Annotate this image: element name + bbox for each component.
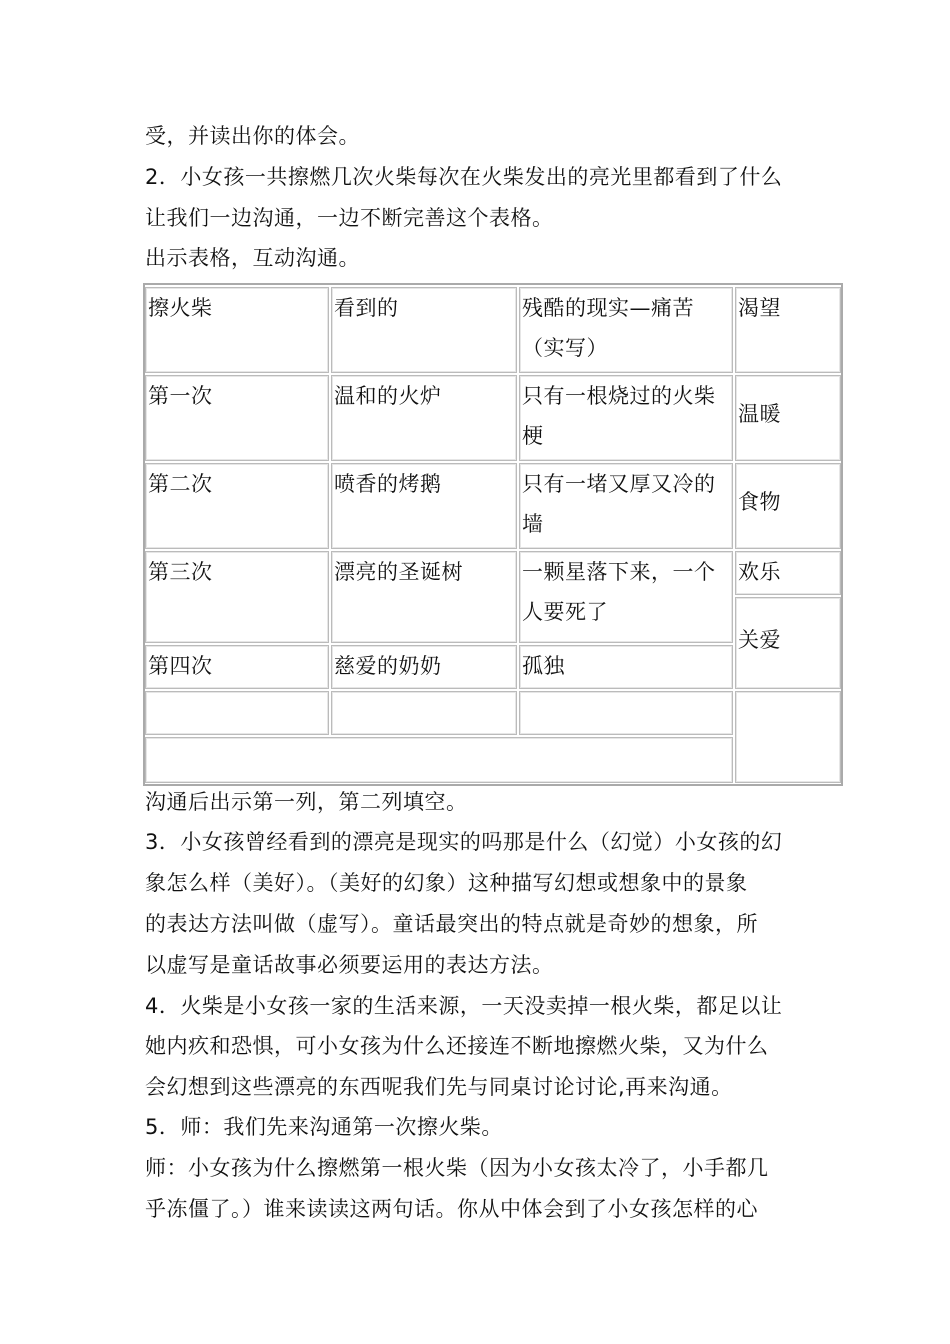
- row4-match: 第四次: [145, 645, 329, 689]
- row3-reality-line2: 人要死了: [522, 600, 608, 624]
- header-reality-line1: 残酷的现实—痛苦: [522, 296, 694, 320]
- row2-seen: 喷香的烤鹅: [331, 463, 517, 549]
- row4-reality-line1: 孤独: [522, 654, 565, 678]
- empty-cell: [145, 691, 329, 735]
- empty-cell: [735, 691, 841, 783]
- paragraph-line: 让我们一边沟通，一边不断完善这个表格。: [145, 206, 554, 230]
- paragraph-line: 会幻想到这些漂亮的东西呢我们先与同桌讨论讨论,再来沟通。: [145, 1075, 733, 1099]
- row3-match: 第三次: [145, 551, 329, 643]
- header-cell-desire: 渴望: [735, 287, 841, 373]
- match-table: [143, 283, 843, 786]
- row1-desire: 温暖: [735, 375, 841, 461]
- paragraph-line: 的表达方法叫做（虚写）。童话最突出的特点就是奇妙的想象，所: [145, 912, 758, 936]
- row4-desire: 关爱: [735, 597, 841, 689]
- row1-reality: [519, 375, 733, 461]
- paragraph-line: 象怎么样（美好）。（美好的幻象）这种描写幻想或想象中的景象: [145, 871, 748, 895]
- paragraph-line: 2．小女孩一共擦燃几次火柴每次在火柴发出的亮光里都看到了什么: [145, 165, 783, 189]
- paragraph-line: 她内疚和恐惧，可小女孩为什么还接连不断地擦燃火柴，又为什么: [145, 1034, 769, 1058]
- empty-cell: [331, 691, 517, 735]
- row2-desire: 食物: [735, 463, 841, 549]
- paragraph-line: 沟通后出示第一列，第二列填空。: [145, 790, 468, 814]
- row2-reality-line1: 只有一堵又厚又冷的: [522, 472, 716, 496]
- row4-seen: 慈爱的奶奶: [331, 645, 517, 689]
- header-cell-match: 擦火柴: [145, 287, 329, 373]
- row3-reality-line1: 一颗星落下来，一个: [522, 560, 716, 584]
- row2-match: 第二次: [145, 463, 329, 549]
- paragraph-line: 师：小女孩为什么擦燃第一根火柴（因为小女孩太冷了，小手都几: [145, 1156, 769, 1180]
- paragraph-line: 乎冻僵了。）谁来读读这两句话。你从中体会到了小女孩怎样的心: [145, 1197, 758, 1221]
- row2-reality: [519, 463, 733, 549]
- paragraph-line: 以虚写是童话故事必须要运用的表达方法。: [145, 953, 554, 977]
- row4-reality: [519, 645, 733, 689]
- row3-seen: 漂亮的圣诞树: [331, 551, 517, 643]
- header-cell-seen: 看到的: [331, 287, 517, 373]
- header-reality-line2: （实写）: [522, 336, 608, 360]
- row1-reality-line1: 只有一根烧过的火柴: [522, 384, 716, 408]
- row3-desire: 欢乐: [735, 551, 841, 595]
- paragraph-line: 5．师：我们先来沟通第一次擦火柴。: [145, 1115, 503, 1139]
- empty-cell: [519, 691, 733, 735]
- paragraph-line: 3．小女孩曾经看到的漂亮是现实的吗那是什么（幻觉）小女孩的幻: [145, 830, 783, 854]
- paragraph-line: 4．火柴是小女孩一家的生活来源，一天没卖掉一根火柴，都足以让: [145, 994, 783, 1018]
- paragraph-line: 受，并读出你的体会。: [145, 124, 360, 148]
- paragraph-line: 出示表格，互动沟通。: [145, 246, 360, 270]
- empty-merged-cell: [145, 737, 733, 783]
- row2-reality-line2: 墙: [522, 512, 544, 536]
- row1-seen: 温和的火炉: [331, 375, 517, 461]
- row1-match: 第一次: [145, 375, 329, 461]
- row1-reality-line2: 梗: [522, 424, 544, 448]
- header-cell-reality: [519, 287, 733, 373]
- row3-reality: [519, 551, 733, 643]
